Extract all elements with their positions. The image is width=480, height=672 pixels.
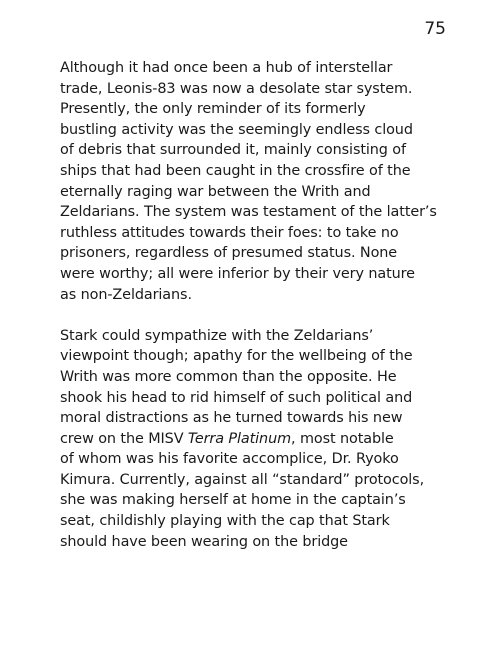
text-line: Writh was more common than the opposite. He — [60, 368, 397, 385]
text-fragment: crew on the MISV — [60, 430, 188, 447]
paragraph-1 — [60, 58, 462, 305]
page-number: 75 — [424, 19, 446, 39]
text-line: trade, Leonis-83 was now a desolate star system. — [60, 80, 413, 97]
text-line: she was making herself at home in the captain’s — [60, 492, 406, 509]
text-line: moral distractions as he turned towards his new — [60, 410, 403, 427]
body-text — [60, 58, 462, 573]
text-line: eternally raging war between the Writh and — [60, 183, 371, 200]
text-fragment: , most notable — [291, 430, 394, 447]
text-line-with-ship-name — [60, 429, 462, 450]
text-line: prisoners, regardless of presumed status. None — [60, 245, 398, 262]
text-line: as non-Zeldarians. — [60, 286, 192, 303]
text-line: Although it had once been a hub of interstellar — [60, 60, 393, 76]
ship-name: Terra Platinum — [187, 430, 292, 447]
paragraph-2 — [60, 326, 462, 553]
text-line: Kimura. Currently, against all “standard” protocols, — [60, 471, 425, 488]
text-line: of whom was his favorite accomplice, Dr. Ryoko — [60, 451, 399, 468]
text-line: ruthless attitudes towards their foes: to take no — [60, 224, 399, 241]
text-line: should have been wearing on the bridge — [60, 533, 348, 550]
text-line: bustling activity was the seemingly endless cloud — [60, 121, 413, 138]
text-line: viewpoint though; apathy for the wellbeing of the — [60, 348, 413, 365]
text-line: shook his head to rid himself of such political and — [60, 389, 413, 406]
text-line: ships that had been caught in the crossfire of the — [60, 162, 411, 179]
text-line: Presently, the only reminder of its formerly — [60, 101, 366, 118]
text-line: were worthy; all were inferior by their very nature — [60, 265, 415, 282]
text-line: Zeldarians. The system was testament of the latter’s — [60, 204, 437, 221]
text-line: seat, childishly playing with the cap that Stark — [60, 513, 390, 530]
text-line: Stark could sympathize with the Zeldarians’ — [60, 327, 374, 344]
text-line: of debris that surrounded it, mainly consisting of — [60, 142, 406, 159]
